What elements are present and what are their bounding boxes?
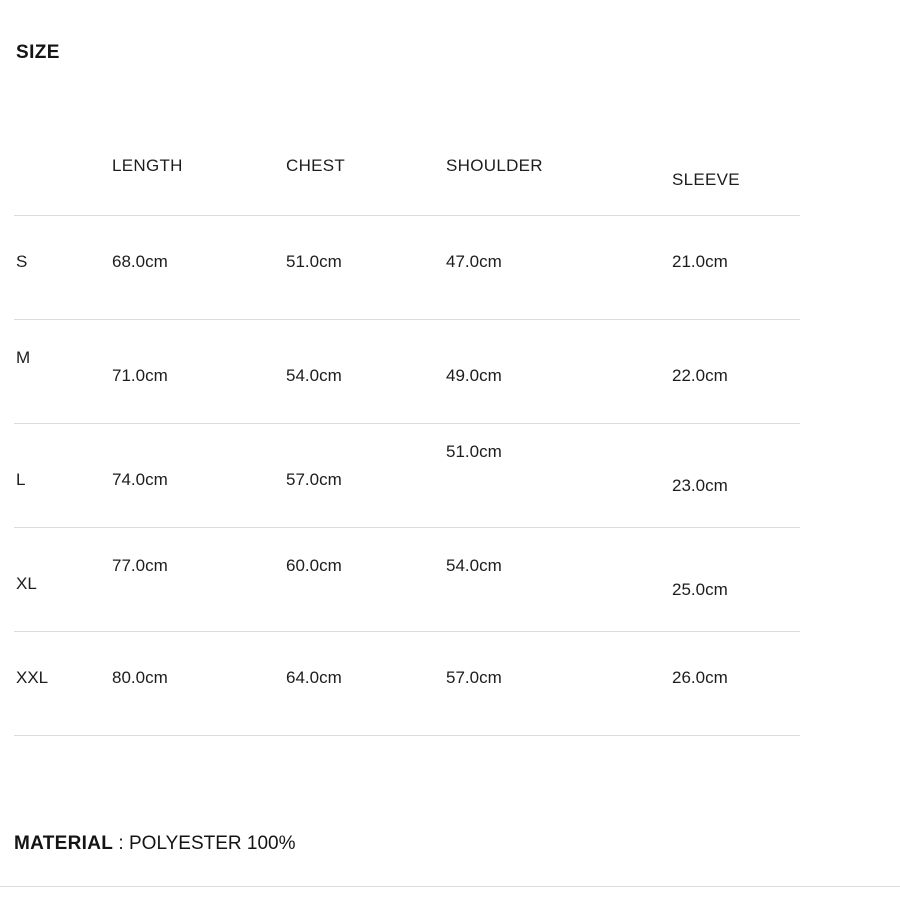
cell-shoulder: 51.0cm	[446, 442, 502, 461]
table-header-row	[14, 130, 800, 216]
cell-shoulder: 49.0cm	[446, 366, 502, 385]
cell-length: 77.0cm	[112, 556, 168, 575]
cell-sleeve: 21.0cm	[672, 252, 728, 271]
table-row	[14, 216, 800, 320]
page-title: SIZE	[16, 42, 60, 63]
column-header-sleeve: SLEEVE	[672, 170, 740, 189]
cell-length: 80.0cm	[112, 668, 168, 687]
table-row	[14, 632, 800, 736]
cell-shoulder: 54.0cm	[446, 556, 502, 575]
cell-shoulder: 47.0cm	[446, 252, 502, 271]
cell-chest: 57.0cm	[286, 470, 342, 489]
cell-length: 68.0cm	[112, 252, 168, 271]
cell-sleeve: 22.0cm	[672, 366, 728, 385]
cell-sleeve: 23.0cm	[672, 476, 728, 495]
cell-chest: 54.0cm	[286, 366, 342, 385]
cell-sleeve: 26.0cm	[672, 668, 728, 687]
table-row	[14, 528, 800, 632]
table-row	[14, 320, 800, 424]
row-size-label: L	[16, 470, 26, 489]
column-header-length: LENGTH	[112, 156, 183, 175]
row-size-label: M	[16, 348, 31, 367]
cell-chest: 51.0cm	[286, 252, 342, 271]
bottom-divider	[0, 886, 900, 887]
cell-chest: 64.0cm	[286, 668, 342, 687]
material-line	[14, 833, 296, 855]
material-value: POLYESTER 100%	[129, 833, 296, 854]
material-separator: :	[113, 833, 129, 854]
row-size-label: XXL	[16, 668, 49, 687]
material-label: MATERIAL	[14, 833, 114, 854]
row-size-label: S	[16, 252, 28, 271]
cell-length: 71.0cm	[112, 366, 168, 385]
cell-sleeve: 25.0cm	[672, 580, 728, 599]
column-header-chest: CHEST	[286, 156, 346, 175]
cell-length: 74.0cm	[112, 470, 168, 489]
size-chart-table	[14, 130, 800, 736]
cell-chest: 60.0cm	[286, 556, 342, 575]
column-header-shoulder: SHOULDER	[446, 156, 543, 175]
table-row	[14, 424, 800, 528]
row-size-label: XL	[16, 574, 37, 593]
cell-shoulder: 57.0cm	[446, 668, 502, 687]
